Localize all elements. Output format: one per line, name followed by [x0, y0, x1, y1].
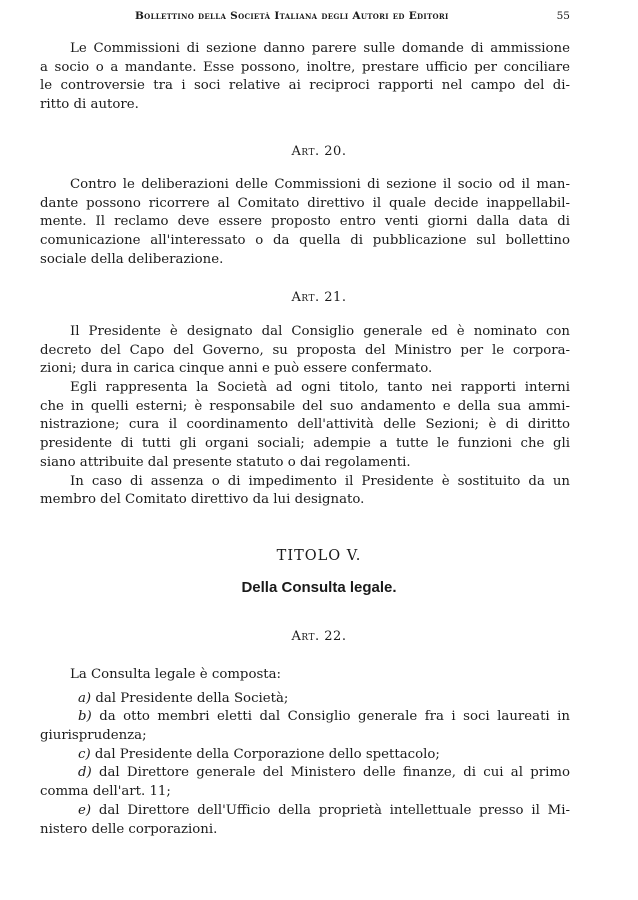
text-line: zioni; dura in carica cinque anni e può essere confermato.	[40, 361, 433, 377]
article-21-body	[40, 323, 570, 510]
item-text: dal Presidente della Corporazione dello spettacolo;	[94, 746, 440, 762]
titolo-heading: TITOLO V.	[276, 548, 362, 564]
item-text: dal Direttore generale del Ministero delle finanze, di cui al primo	[98, 765, 570, 781]
list-item	[40, 708, 570, 727]
text-line: membro del Comitato direttivo da lui designato.	[40, 492, 365, 508]
text-line: sociale della deliberazione.	[40, 251, 224, 267]
article-22-body	[40, 666, 570, 839]
paragraph-commissioni	[40, 40, 570, 115]
article-heading-22: Art. 22.	[291, 629, 347, 644]
text-line: comunicazione all'interessato o da quella di pubblicazione sul bollettino	[40, 233, 570, 249]
item-text: da otto membri eletti dal Consiglio generale fra i soci laureati in	[99, 709, 570, 725]
list-item	[40, 764, 570, 783]
text-line: Le Commissioni di sezione danno parere sulle domande di ammissione	[70, 41, 570, 56]
item-letter: d)	[78, 765, 92, 781]
running-header	[40, 10, 570, 26]
text-line: giurisprudenza;	[40, 728, 147, 744]
list-item	[40, 690, 570, 709]
text-line: decreto del Capo del Governo, su proposta del Ministro per le corpora-	[40, 342, 570, 358]
text-line: nistero delle corporazioni.	[40, 821, 218, 837]
article-heading-20: Art. 20.	[291, 144, 347, 159]
item-letter: c)	[78, 746, 91, 762]
text-line: Contro le deliberazioni delle Commissioni di sezione il socio od il man-	[70, 177, 570, 192]
titolo-subtitle: Della Consulta legale.	[241, 579, 397, 596]
text-line: In caso di assenza o di impedimento il Presidente è sostituito da un	[70, 473, 570, 489]
text-line: comma dell'art. 11;	[40, 784, 171, 800]
text-line: mente. Il reclamo deve essere proposto entro venti giorni dalla data di	[40, 214, 570, 230]
list-item	[40, 746, 570, 765]
item-letter: b)	[78, 709, 92, 725]
page-number: 55	[556, 10, 570, 22]
text-line: Egli rappresenta la Società ad ogni titolo, tanto nei rapporti interni	[70, 380, 570, 396]
article-20-body	[40, 176, 570, 269]
text-line: che in quelli esterni; è responsabile del suo andamento e della sua ammi-	[40, 398, 570, 414]
item-text: dal Presidente della Società;	[95, 690, 289, 706]
text-line: La Consulta legale è composta:	[70, 667, 282, 682]
list-item	[40, 802, 570, 821]
text-line: presidente di tutti gli organi sociali; adempie a tutte le funzioni che gli	[40, 436, 570, 452]
text-line: Il Presidente è designato dal Consiglio generale ed è nominato con	[70, 324, 570, 339]
header-title: Bollettino della Società Italiana degli Autori ed Editori	[135, 10, 449, 22]
item-letter: a)	[78, 690, 92, 706]
text-line: le controversie tra i soci relative ai reciproci rapporti nel campo del di-	[40, 78, 570, 94]
text-line: a socio o a mandante. Esse possono, inoltre, prestare ufficio per conciliare	[40, 59, 570, 75]
item-text: dal Direttore dell'Ufficio della proprietà intellettuale presso il Mi-	[98, 802, 570, 818]
article-heading-21: Art. 21.	[291, 290, 347, 305]
text-line: dante possono ricorrere al Comitato direttivo il quale decide inappellabil-	[40, 195, 570, 211]
text-line: ritto di autore.	[40, 97, 139, 113]
item-letter: e)	[78, 802, 92, 818]
text-line: siano attribuite dal presente statuto o dai regolamenti.	[40, 454, 411, 470]
text-line: nistrazione; cura il coordinamento dell'attività delle Sezioni; è di diritto	[40, 417, 570, 433]
